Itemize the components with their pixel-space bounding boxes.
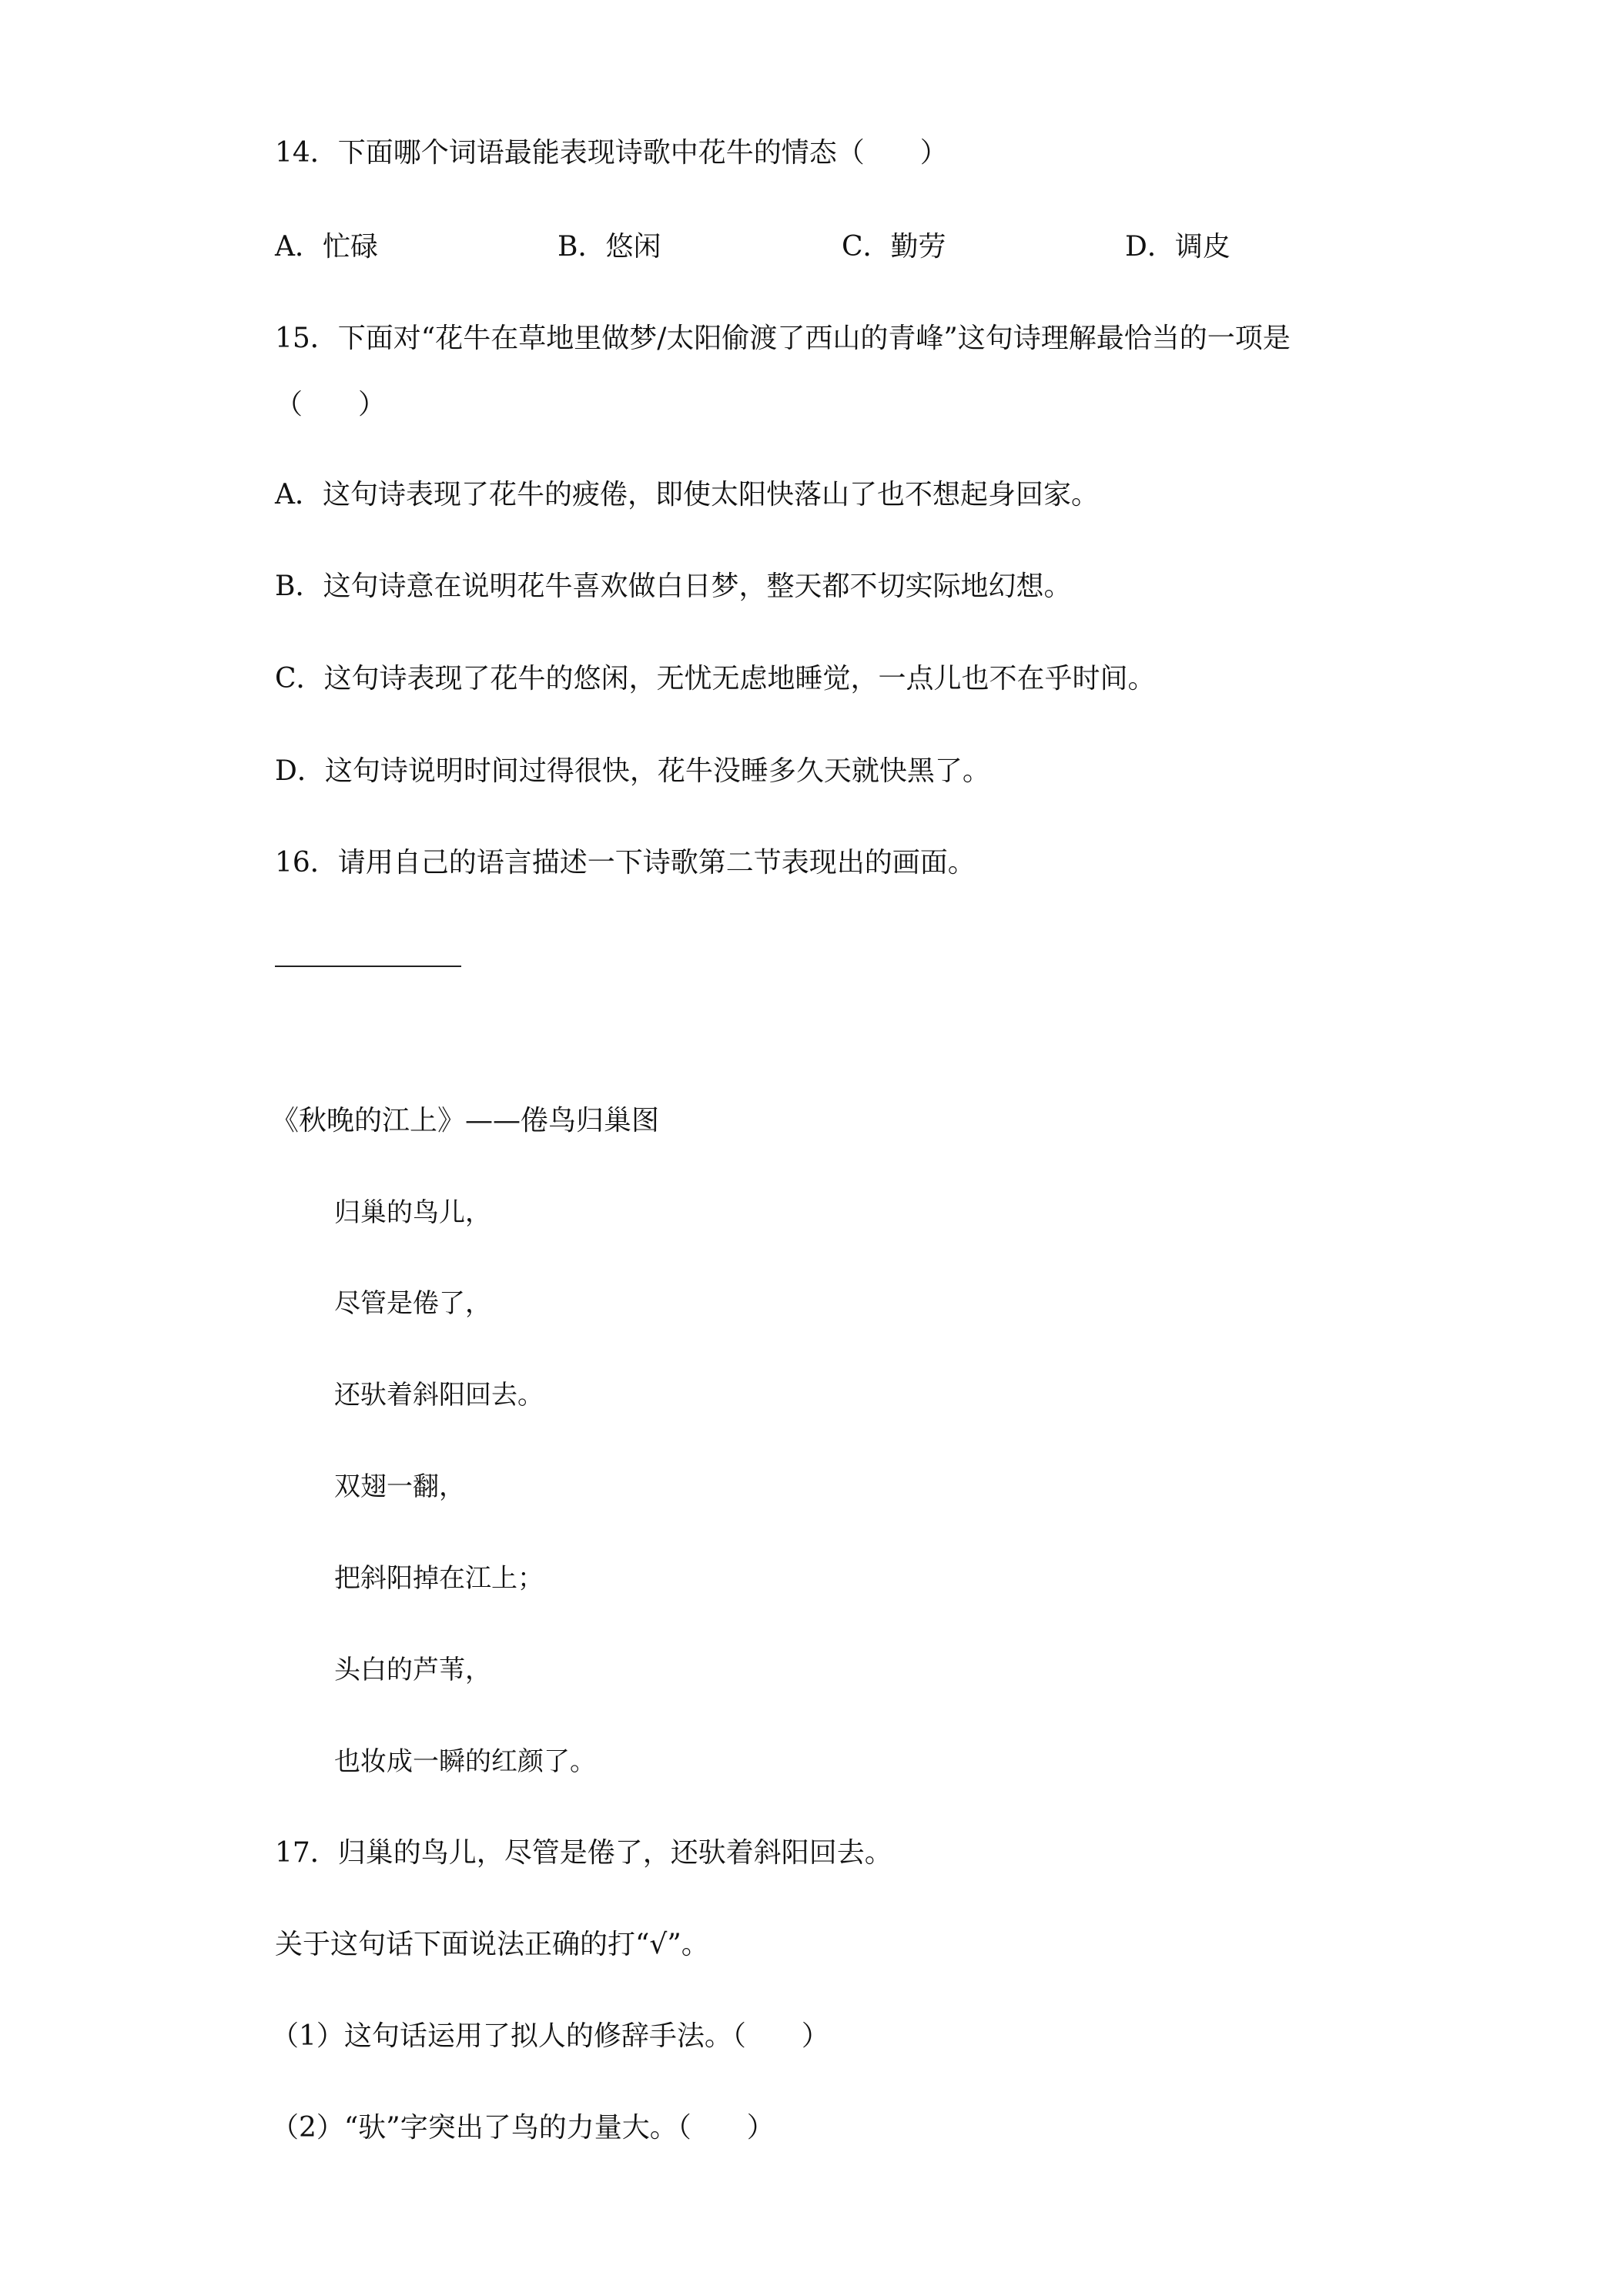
poem-line-3: 还驮着斜阳回去。 (334, 1380, 544, 1411)
q14-option-b: B．悠闲 (558, 231, 661, 263)
q17-instruction: 关于这句话下面说法正确的打“√”。 (275, 1929, 709, 1960)
q15-option-b: B．这句诗意在说明花牛喜欢做白日梦，整天都不切实际地幻想。 (275, 571, 1072, 602)
poem-line-1: 归巢的鸟儿， (334, 1197, 491, 1228)
q17-item-2: （2）“驮”字突出了鸟的力量大。（ ） (271, 2112, 775, 2144)
q15-option-c: C．这句诗表现了花牛的悠闲，无忧无虑地睡觉，一点儿也不在乎时间。 (275, 663, 1156, 694)
q16-stem: 16．请用自己的语言描述一下诗歌第二节表现出的画面。 (275, 847, 976, 879)
q14-option-d: D．调皮 (1125, 231, 1231, 263)
q14-stem: 14．下面哪个词语最能表现诗歌中花牛的情态（ ） (275, 137, 948, 169)
poem-line-7: 也妆成一瞬的红颜了。 (334, 1746, 596, 1777)
poem-line-4: 双翅一翻， (334, 1471, 465, 1502)
q15-stem-line2: （ ） (275, 389, 387, 420)
q14-option-c: C．勤劳 (842, 231, 946, 263)
q17-stem: 17．归巢的鸟儿，尽管是倦了，还驮着斜阳回去。 (275, 1837, 892, 1869)
q16-answer-line[interactable] (275, 966, 461, 967)
q17-item-1: （1）这句话运用了拟人的修辞手法。（ ） (271, 2020, 829, 2052)
poem-line-6: 头白的芦苇， (334, 1655, 491, 1685)
poem-title: 《秋晚的江上》——倦鸟归巢图 (271, 1105, 660, 1136)
poem-line-2: 尽管是倦了， (334, 1288, 491, 1319)
q15-option-a: A．这句诗表现了花牛的疲倦，即使太阳快落山了也不想起身回家。 (275, 479, 1099, 510)
q15-option-d: D．这句诗说明时间过得很快，花牛没睡多久天就快黑了。 (275, 755, 990, 787)
poem-line-5: 把斜阳掉在江上； (334, 1563, 544, 1594)
q14-option-a: A．忙碌 (275, 231, 378, 263)
q15-stem-line1: 15．下面对“花牛在草地里做梦/太阳偷渡了西山的青峰”这句诗理解最恰当的一项是 (275, 323, 1291, 354)
